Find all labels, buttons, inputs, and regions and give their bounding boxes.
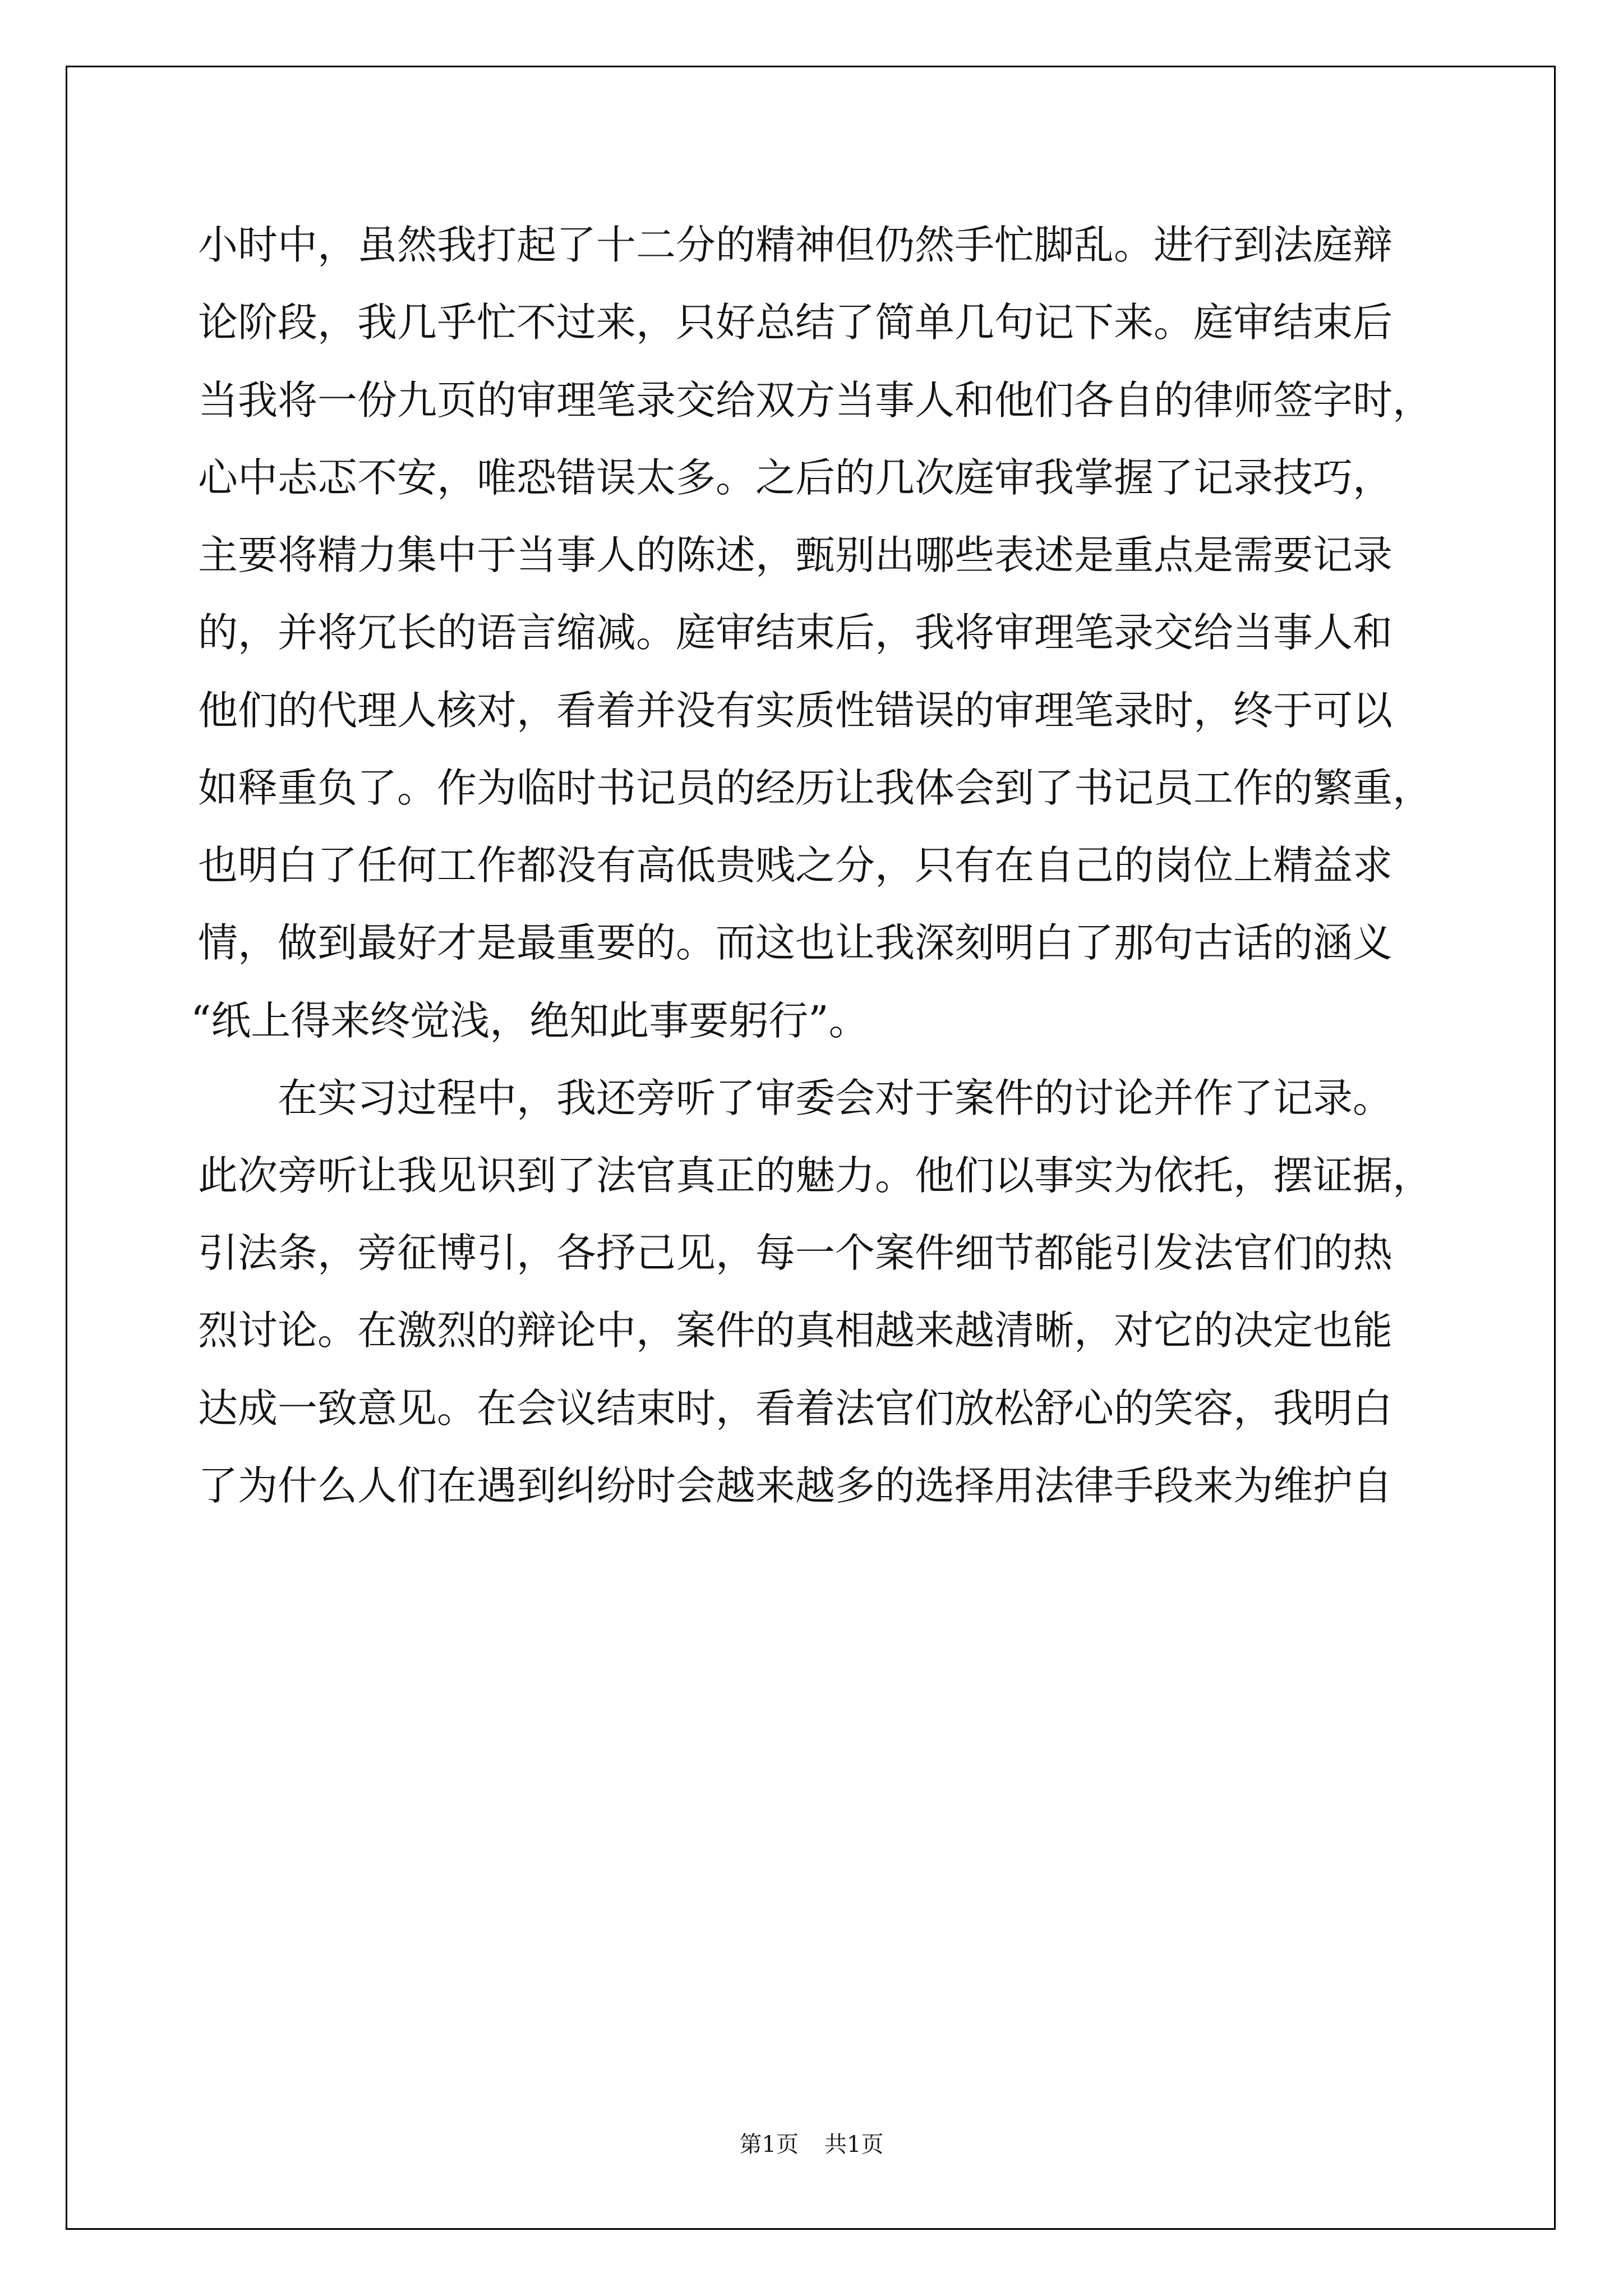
body-text-line: 达成一致意见。在会议结束时，看着法官们放松舒心的笑容，我明白 xyxy=(198,1385,1393,1432)
body-text-line: “纸上得来终觉浅，绝知此事要躬行”。 xyxy=(191,997,869,1044)
page-number: 第1页 xyxy=(739,2132,799,2157)
body-text-line: 小时中，虽然我打起了十二分的精神但仍然手忙脚乱。进行到法庭辩 xyxy=(198,222,1393,268)
paragraph-first-line: 在实习过程中，我还旁听了审委会对于案件的讨论并作了记录。 xyxy=(278,1075,1393,1121)
body-text-line: 心中忐忑不安，唯恐错误太多。之后的几次庭审我掌握了记录技巧， xyxy=(198,454,1393,501)
body-text-line: 了为什么人们在遇到纠纷时会越来越多的选择用法律手段来为维护自 xyxy=(198,1462,1393,1509)
body-text-line: 情，做到最好才是最重要的。而这也让我深刻明白了那句古话的涵义 xyxy=(198,919,1393,966)
body-text-line: 此次旁听让我见识到了法官真正的魅力。他们以事实为依托，摆证据， xyxy=(198,1152,1433,1199)
page-footer xyxy=(0,2129,1623,2160)
body-text-line: 也明白了任何工作都没有高低贵贱之分，只有在自己的岗位上精益求 xyxy=(198,842,1393,889)
body-text-line: 主要将精力集中于当事人的陈述，甄别出哪些表述是重点是需要记录 xyxy=(198,532,1393,578)
body-text-line: 如释重负了。作为临时书记员的经历让我体会到了书记员工作的繁重， xyxy=(198,765,1433,811)
body-text-line: 论阶段，我几乎忙不过来，只好总结了简单几句记下来。庭审结束后 xyxy=(198,299,1393,346)
body-text-line: 当我将一份九页的审理笔录交给双方当事人和他们各自的律师签字时， xyxy=(198,377,1433,424)
total-pages: 共1页 xyxy=(824,2132,884,2157)
body-text-line: 引法条，旁征博引，各抒己见，每一个案件细节都能引发法官们的热 xyxy=(198,1230,1393,1276)
body-text-line: 他们的代理人核对，看着并没有实质性错误的审理笔录时，终于可以 xyxy=(198,687,1393,734)
body-text-line: 烈讨论。在激烈的辩论中，案件的真相越来越清晰，对它的决定也能 xyxy=(198,1307,1393,1354)
body-text-line: 的，并将冗长的语言缩减。庭审结束后，我将审理笔录交给当事人和 xyxy=(198,609,1393,656)
